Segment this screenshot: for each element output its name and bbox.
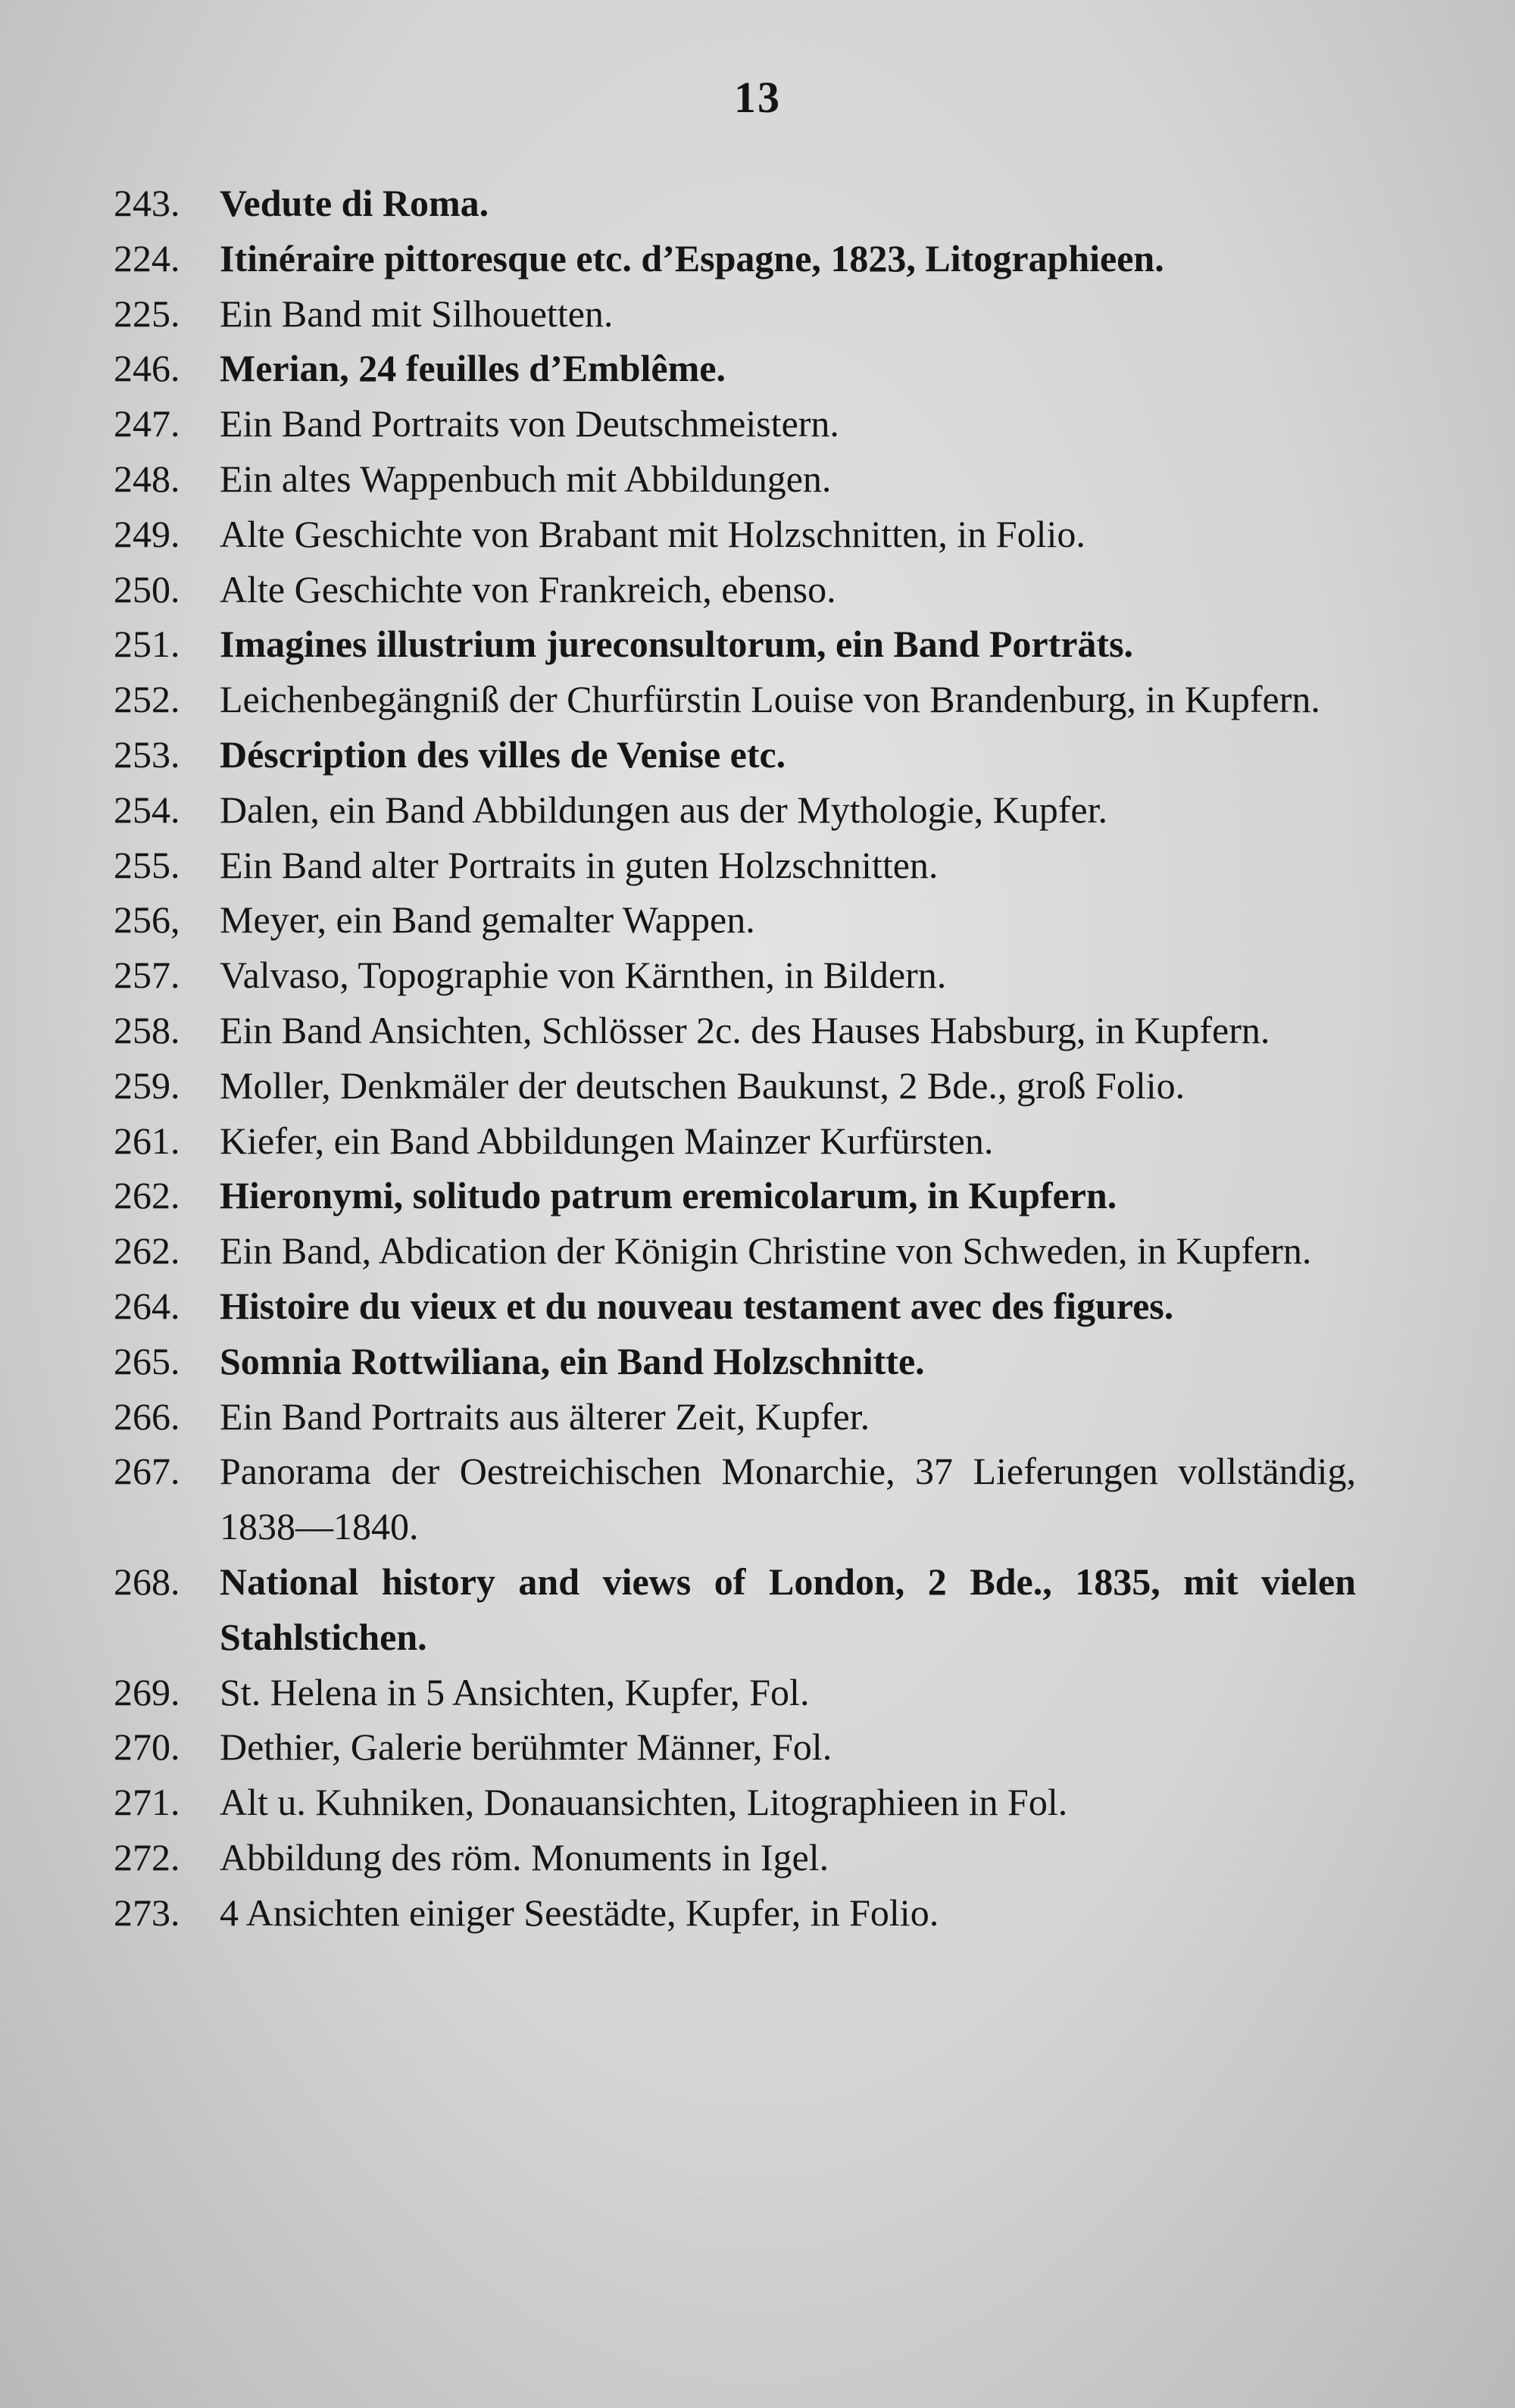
- entry-text: Alt u. Kuhniken, Donauansichten, Litographieen in Fol.: [220, 1781, 1068, 1824]
- entry-number: 268.: [114, 1560, 180, 1603]
- entry-number: 256,: [114, 898, 180, 942]
- entry-text: Imagines illustrium jureconsultorum, ein Band Porträts.: [220, 623, 1134, 666]
- entry-text: Histoire du vieux et du nouveau testament avec des figures.: [220, 1284, 1174, 1327]
- entry-number: 253.: [114, 732, 180, 776]
- entry-number: 246.: [114, 347, 180, 390]
- entry-number: 271.: [114, 1781, 180, 1824]
- catalog-entry: [114, 1444, 1356, 1554]
- entry-number: 262.: [114, 1229, 180, 1273]
- catalog-entry: [114, 1168, 1356, 1223]
- entry-number: 267.: [114, 1450, 180, 1493]
- catalog-entry: [114, 892, 1356, 948]
- entry-number: 262.: [114, 1174, 180, 1217]
- entry-text: Hieronymi, solitudo patrum eremicolarum, in Kupfern.: [220, 1174, 1117, 1217]
- catalog-entry: [114, 1223, 1356, 1279]
- catalog-entry: [114, 1003, 1356, 1058]
- catalog-entry: [114, 1830, 1356, 1885]
- entry-text: Ein Band Portraits aus älterer Zeit, Kupfer.: [220, 1395, 870, 1438]
- catalog-entry: [114, 507, 1356, 562]
- entry-number: 257.: [114, 954, 180, 997]
- entry-number: 273.: [114, 1891, 180, 1934]
- catalog-entry: [114, 617, 1356, 672]
- entry-text: Kiefer, ein Band Abbildungen Mainzer Kurfürsten.: [220, 1119, 994, 1162]
- entry-number: 243.: [114, 182, 180, 224]
- catalog-entry: [114, 176, 1356, 231]
- catalog-entry: [114, 1334, 1356, 1389]
- page-number: 13: [734, 73, 781, 122]
- catalog-entry: [114, 838, 1356, 893]
- entry-number: 250.: [114, 567, 180, 611]
- entry-text: Déscription des villes de Venise etc.: [220, 732, 786, 776]
- entry-number: 258.: [114, 1008, 180, 1051]
- catalog-entry: [114, 1665, 1356, 1720]
- entry-text: Valvaso, Topographie von Kärnthen, in Bildern.: [220, 954, 947, 997]
- entry-text: Panorama der Oestreichischen Monarchie, 37 Lieferungen vollständig, 1838—1840.: [220, 1450, 1356, 1548]
- entry-number: 269.: [114, 1670, 180, 1713]
- entry-number: 265.: [114, 1339, 180, 1382]
- entry-text: Alte Geschichte von Frankreich, ebenso.: [220, 567, 836, 611]
- entry-number: 264.: [114, 1284, 180, 1327]
- catalog-entry: [114, 1775, 1356, 1830]
- entry-text: Ein altes Wappenbuch mit Abbildungen.: [220, 457, 832, 500]
- entry-text: 4 Ansichten einiger Seestädte, Kupfer, in Folio.: [220, 1891, 939, 1934]
- catalog-entry: [114, 727, 1356, 782]
- catalog-entry: [114, 231, 1356, 286]
- entry-number: 251.: [114, 623, 180, 666]
- entry-number: 272.: [114, 1835, 180, 1879]
- entry-text: Dalen, ein Band Abbildungen aus der Mythologie, Kupfer.: [220, 788, 1107, 831]
- entry-number: 247.: [114, 402, 180, 445]
- catalog-entry: [114, 672, 1356, 727]
- catalog-entry: [114, 451, 1356, 507]
- entry-text: Ein Band Ansichten, Schlösser 2c. des Hauses Habsburg, in Kupfern.: [220, 1008, 1270, 1051]
- catalog-entry: [114, 1554, 1356, 1665]
- entry-text: Somnia Rottwiliana, ein Band Holzschnitte.: [220, 1339, 925, 1382]
- entry-number: 266.: [114, 1395, 180, 1438]
- catalog-entry: [114, 1058, 1356, 1113]
- entry-text: Abbildung des röm. Monuments in Igel.: [220, 1835, 829, 1879]
- catalog-entry: [114, 1113, 1356, 1169]
- entry-text: Leichenbegängniß der Churfürstin Louise von Brandenburg, in Kupfern.: [220, 678, 1320, 721]
- entry-number: 259.: [114, 1063, 180, 1107]
- entry-text: Dethier, Galerie berühmter Männer, Fol.: [220, 1726, 832, 1769]
- catalog-entry: [114, 341, 1356, 396]
- entry-text: National history and views of London, 2 Bde., 1835, mit vielen Stahlstichen.: [220, 1560, 1356, 1658]
- entry-number: 255.: [114, 843, 180, 886]
- entry-number: 248.: [114, 457, 180, 500]
- entry-number: 249.: [114, 512, 180, 555]
- entry-number: 252.: [114, 678, 180, 721]
- entry-number: 224.: [114, 236, 180, 280]
- entry-text: Merian, 24 feuilles d’Emblême.: [220, 347, 726, 390]
- catalog-list: [114, 176, 1356, 1941]
- entry-number: 270.: [114, 1726, 180, 1769]
- entry-text: Itinéraire pittoresque etc. d’Espagne, 1823, Litographieen.: [220, 236, 1164, 280]
- catalog-entry: [114, 1389, 1356, 1444]
- entry-text: Moller, Denkmäler der deutschen Baukunst, 2 Bde., groß Folio.: [220, 1063, 1185, 1107]
- entry-number: 225.: [114, 292, 180, 335]
- entry-text: Ein Band mit Silhouetten.: [220, 292, 614, 335]
- entry-text: St. Helena in 5 Ansichten, Kupfer, Fol.: [220, 1670, 810, 1713]
- entry-text: Vedute di Roma.: [220, 182, 489, 224]
- entry-text: Ein Band Portraits von Deutschmeistern.: [220, 402, 839, 445]
- catalog-entry: [114, 1719, 1356, 1775]
- catalog-entry: [114, 1885, 1356, 1941]
- catalog-entry: [114, 1279, 1356, 1334]
- catalog-entry: [114, 562, 1356, 617]
- entry-text: Ein Band, Abdication der Königin Christine von Schweden, in Kupfern.: [220, 1229, 1312, 1273]
- entry-text: Ein Band alter Portraits in guten Holzschnitten.: [220, 843, 939, 886]
- catalog-entry: [114, 782, 1356, 838]
- entry-text: Meyer, ein Band gemalter Wappen.: [220, 898, 755, 942]
- entry-text: Alte Geschichte von Brabant mit Holzschnitten, in Folio.: [220, 512, 1085, 555]
- catalog-entry: [114, 286, 1356, 342]
- entry-number: 261.: [114, 1119, 180, 1162]
- entry-number: 254.: [114, 788, 180, 831]
- catalog-entry: [114, 396, 1356, 451]
- catalog-entry: [114, 948, 1356, 1003]
